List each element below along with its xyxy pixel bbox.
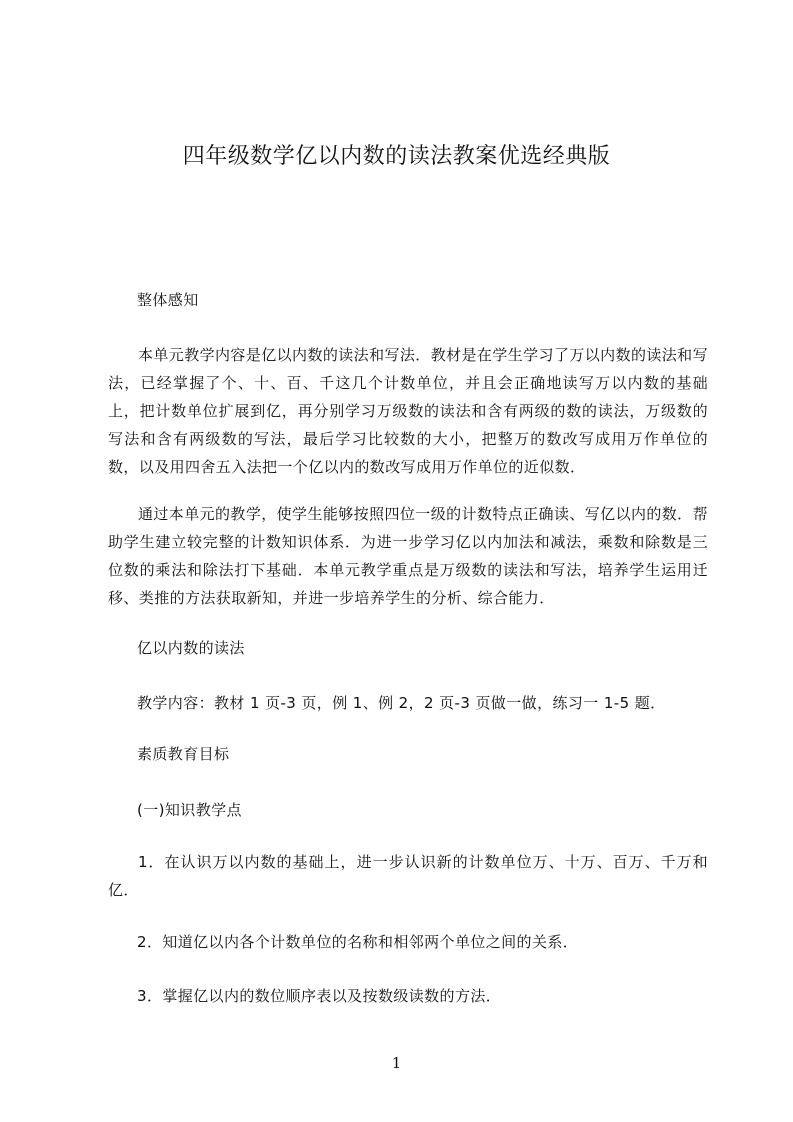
section-heading-overview: 整体感知 <box>137 291 199 309</box>
subheading-knowledge-points: (一)知识教学点 <box>137 801 242 819</box>
knowledge-point-3: 3．掌握亿以内的数位顺序表以及按数级读数的方法． <box>137 987 502 1005</box>
section-heading-goals: 素质教育目标 <box>137 745 230 763</box>
page-number: 1 <box>391 1054 402 1072</box>
paragraph-overview-2: 通过本单元的教学，使学生能够按照四位一级的计数特点正确读、写亿以内的数．帮助学生建立较完整的计数知识体系．为进一步学习亿以内加法和减法，乘数和除数是三位数的乘法和除法打下基础．本单元教学重点是万级数的读法和写法，培养学生运用迁移、类推的方法获取新知，并进一步培养学生的分析、综合能力． <box>108 505 708 607</box>
document-title: 四年级数学亿以内数的读法教案优选经典版 <box>182 144 611 169</box>
knowledge-point-1: 1．在认识万以内数的基础上，进一步认识新的计数单位万、十万、百万、千万和亿． <box>108 853 708 899</box>
knowledge-point-2: 2．知道亿以内各个计数单位的名称和相邻两个单位之间的关系． <box>137 933 579 951</box>
teaching-content-line: 教学内容：教材 1 页-3 页，例 1、例 2，2 页-3 页做一做，练习一 1-5 题． <box>137 694 666 712</box>
paragraph-overview-1: 本单元教学内容是亿以内数的读法和写法．教材是在学生学习了万以内数的读法和写法，已经掌握了个、十、百、千这几个计数单位，并且会正确地读写万以内数的基础上，把计数单位扩展到亿，再分别学习万级数的读法和含有两级的数的读法，万级数的写法和含有两级数的写法，最后学习比较数的大小，把整万的数改写成用万作单位的数，以及用四舍五入法把一个亿以内的数改写成用万作单位的近似数． <box>108 346 708 476</box>
section-heading-lesson: 亿以内数的读法 <box>137 639 245 657</box>
